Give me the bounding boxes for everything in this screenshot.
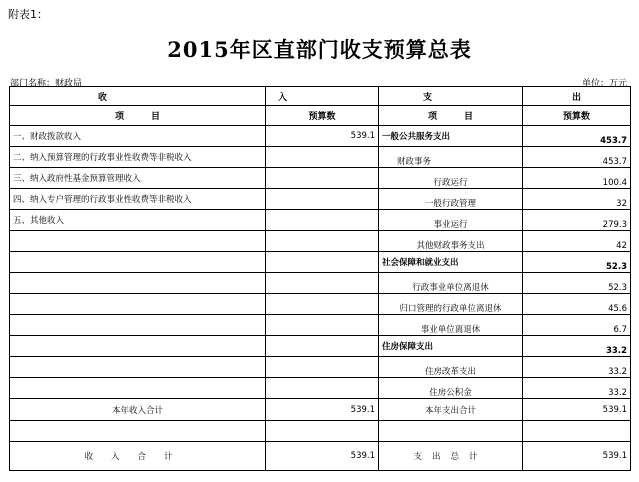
table-row	[10, 273, 631, 294]
expense-grand-value: 539.1	[523, 442, 631, 471]
header-row-columns	[10, 106, 631, 126]
table-row	[10, 357, 631, 378]
expense-value-cell: 453.7	[523, 147, 631, 168]
income-value-cell	[266, 210, 379, 231]
expense-item-cell: 住房改革支出	[379, 357, 523, 378]
income-value-cell	[266, 147, 379, 168]
table-row	[10, 294, 631, 315]
income-header-right: 入	[266, 87, 379, 106]
income-item-cell	[10, 336, 266, 357]
department-name: 部门名称：财政局	[10, 79, 83, 89]
income-value-cell: 539.1	[266, 126, 379, 147]
table-row	[10, 336, 631, 357]
income-value-cell	[266, 231, 379, 252]
income-item-cell: 一、财政拨款收入	[10, 126, 266, 147]
grand-total-row	[10, 442, 631, 471]
income-grand-label: 收入合计	[10, 442, 266, 471]
expense-item-cell: 一般公共服务支出	[379, 126, 523, 147]
income-item-cell	[10, 357, 266, 378]
table-row	[10, 315, 631, 336]
table-row	[10, 378, 631, 399]
expense-item-cell: 事业单位离退休	[379, 315, 523, 336]
income-value-cell	[266, 294, 379, 315]
income-value-cell	[266, 189, 379, 210]
expense-item-cell: 财政事务	[379, 147, 523, 168]
income-item-cell	[10, 231, 266, 252]
table-row	[10, 252, 631, 273]
expense-item-header: 项 目	[379, 106, 523, 126]
table-row	[10, 210, 631, 231]
page-title: 2015年区直部门收支预算总表	[167, 37, 472, 62]
expense-value-cell: 45.6	[523, 294, 631, 315]
empty-cell	[266, 421, 379, 442]
header-row-section	[10, 87, 631, 106]
expense-grand-label: 支出总计	[379, 442, 523, 471]
table-row	[10, 168, 631, 189]
income-item-cell	[10, 378, 266, 399]
income-value-cell	[266, 315, 379, 336]
empty-cell	[379, 421, 523, 442]
expense-item-cell: 归口管理的行政单位离退休	[379, 294, 523, 315]
expense-total-value: 539.1	[523, 399, 631, 421]
empty-cell	[10, 421, 266, 442]
expense-value-cell: 453.7	[523, 126, 631, 147]
income-item-header: 项 目	[10, 106, 266, 126]
income-item-cell	[10, 252, 266, 273]
income-value-cell	[266, 336, 379, 357]
expense-value-cell: 6.7	[523, 315, 631, 336]
income-item-cell	[10, 315, 266, 336]
expense-value-cell: 52.3	[523, 273, 631, 294]
income-total-value: 539.1	[266, 399, 379, 421]
expense-value-cell: 33.2	[523, 378, 631, 399]
income-value-cell	[266, 168, 379, 189]
expense-item-cell: 其他财政事务支出	[379, 231, 523, 252]
expense-value-cell: 52.3	[523, 252, 631, 273]
table-row	[10, 231, 631, 252]
expense-item-cell: 住房公积金	[379, 378, 523, 399]
empty-cell	[523, 421, 631, 442]
income-header-left: 收	[10, 87, 266, 106]
attachment-label: 附表1：	[8, 8, 48, 21]
income-value-cell	[266, 378, 379, 399]
expense-item-cell: 行政运行	[379, 168, 523, 189]
unit-label: 单位：万元	[581, 79, 627, 89]
expense-item-cell: 事业运行	[379, 210, 523, 231]
empty-row	[10, 421, 631, 442]
income-total-label: 本年收入合计	[10, 399, 266, 421]
expense-item-cell: 一般行政管理	[379, 189, 523, 210]
income-value-cell	[266, 252, 379, 273]
expense-item-cell: 行政事业单位离退休	[379, 273, 523, 294]
year-total-row	[10, 399, 631, 421]
income-item-cell: 五、其他收入	[10, 210, 266, 231]
table-row	[10, 126, 631, 147]
expense-value-cell: 42	[523, 231, 631, 252]
income-item-cell	[10, 273, 266, 294]
income-value-cell	[266, 357, 379, 378]
expense-item-cell: 住房保障支出	[379, 336, 523, 357]
expense-header-right: 出	[523, 87, 631, 106]
income-item-cell: 二、纳入预算管理的行政事业性收费等非税收入	[10, 147, 266, 168]
expense-header-left: 支	[379, 87, 523, 106]
table-row	[10, 147, 631, 168]
budget-table	[9, 86, 631, 471]
income-item-cell	[10, 294, 266, 315]
income-budget-header: 预算数	[266, 106, 379, 126]
expense-value-cell: 32	[523, 189, 631, 210]
expense-value-cell: 33.2	[523, 336, 631, 357]
table-row	[10, 189, 631, 210]
income-item-cell: 三、纳入政府性基金预算管理收入	[10, 168, 266, 189]
income-item-cell: 四、纳入专户管理的行政事业性收费等非税收入	[10, 189, 266, 210]
expense-value-cell: 33.2	[523, 357, 631, 378]
income-grand-value: 539.1	[266, 442, 379, 471]
expense-budget-header: 预算数	[523, 106, 631, 126]
expense-value-cell: 100.4	[523, 168, 631, 189]
expense-total-label: 本年支出合计	[379, 399, 523, 421]
income-value-cell	[266, 273, 379, 294]
expense-value-cell: 279.3	[523, 210, 631, 231]
expense-item-cell: 社会保障和就业支出	[379, 252, 523, 273]
